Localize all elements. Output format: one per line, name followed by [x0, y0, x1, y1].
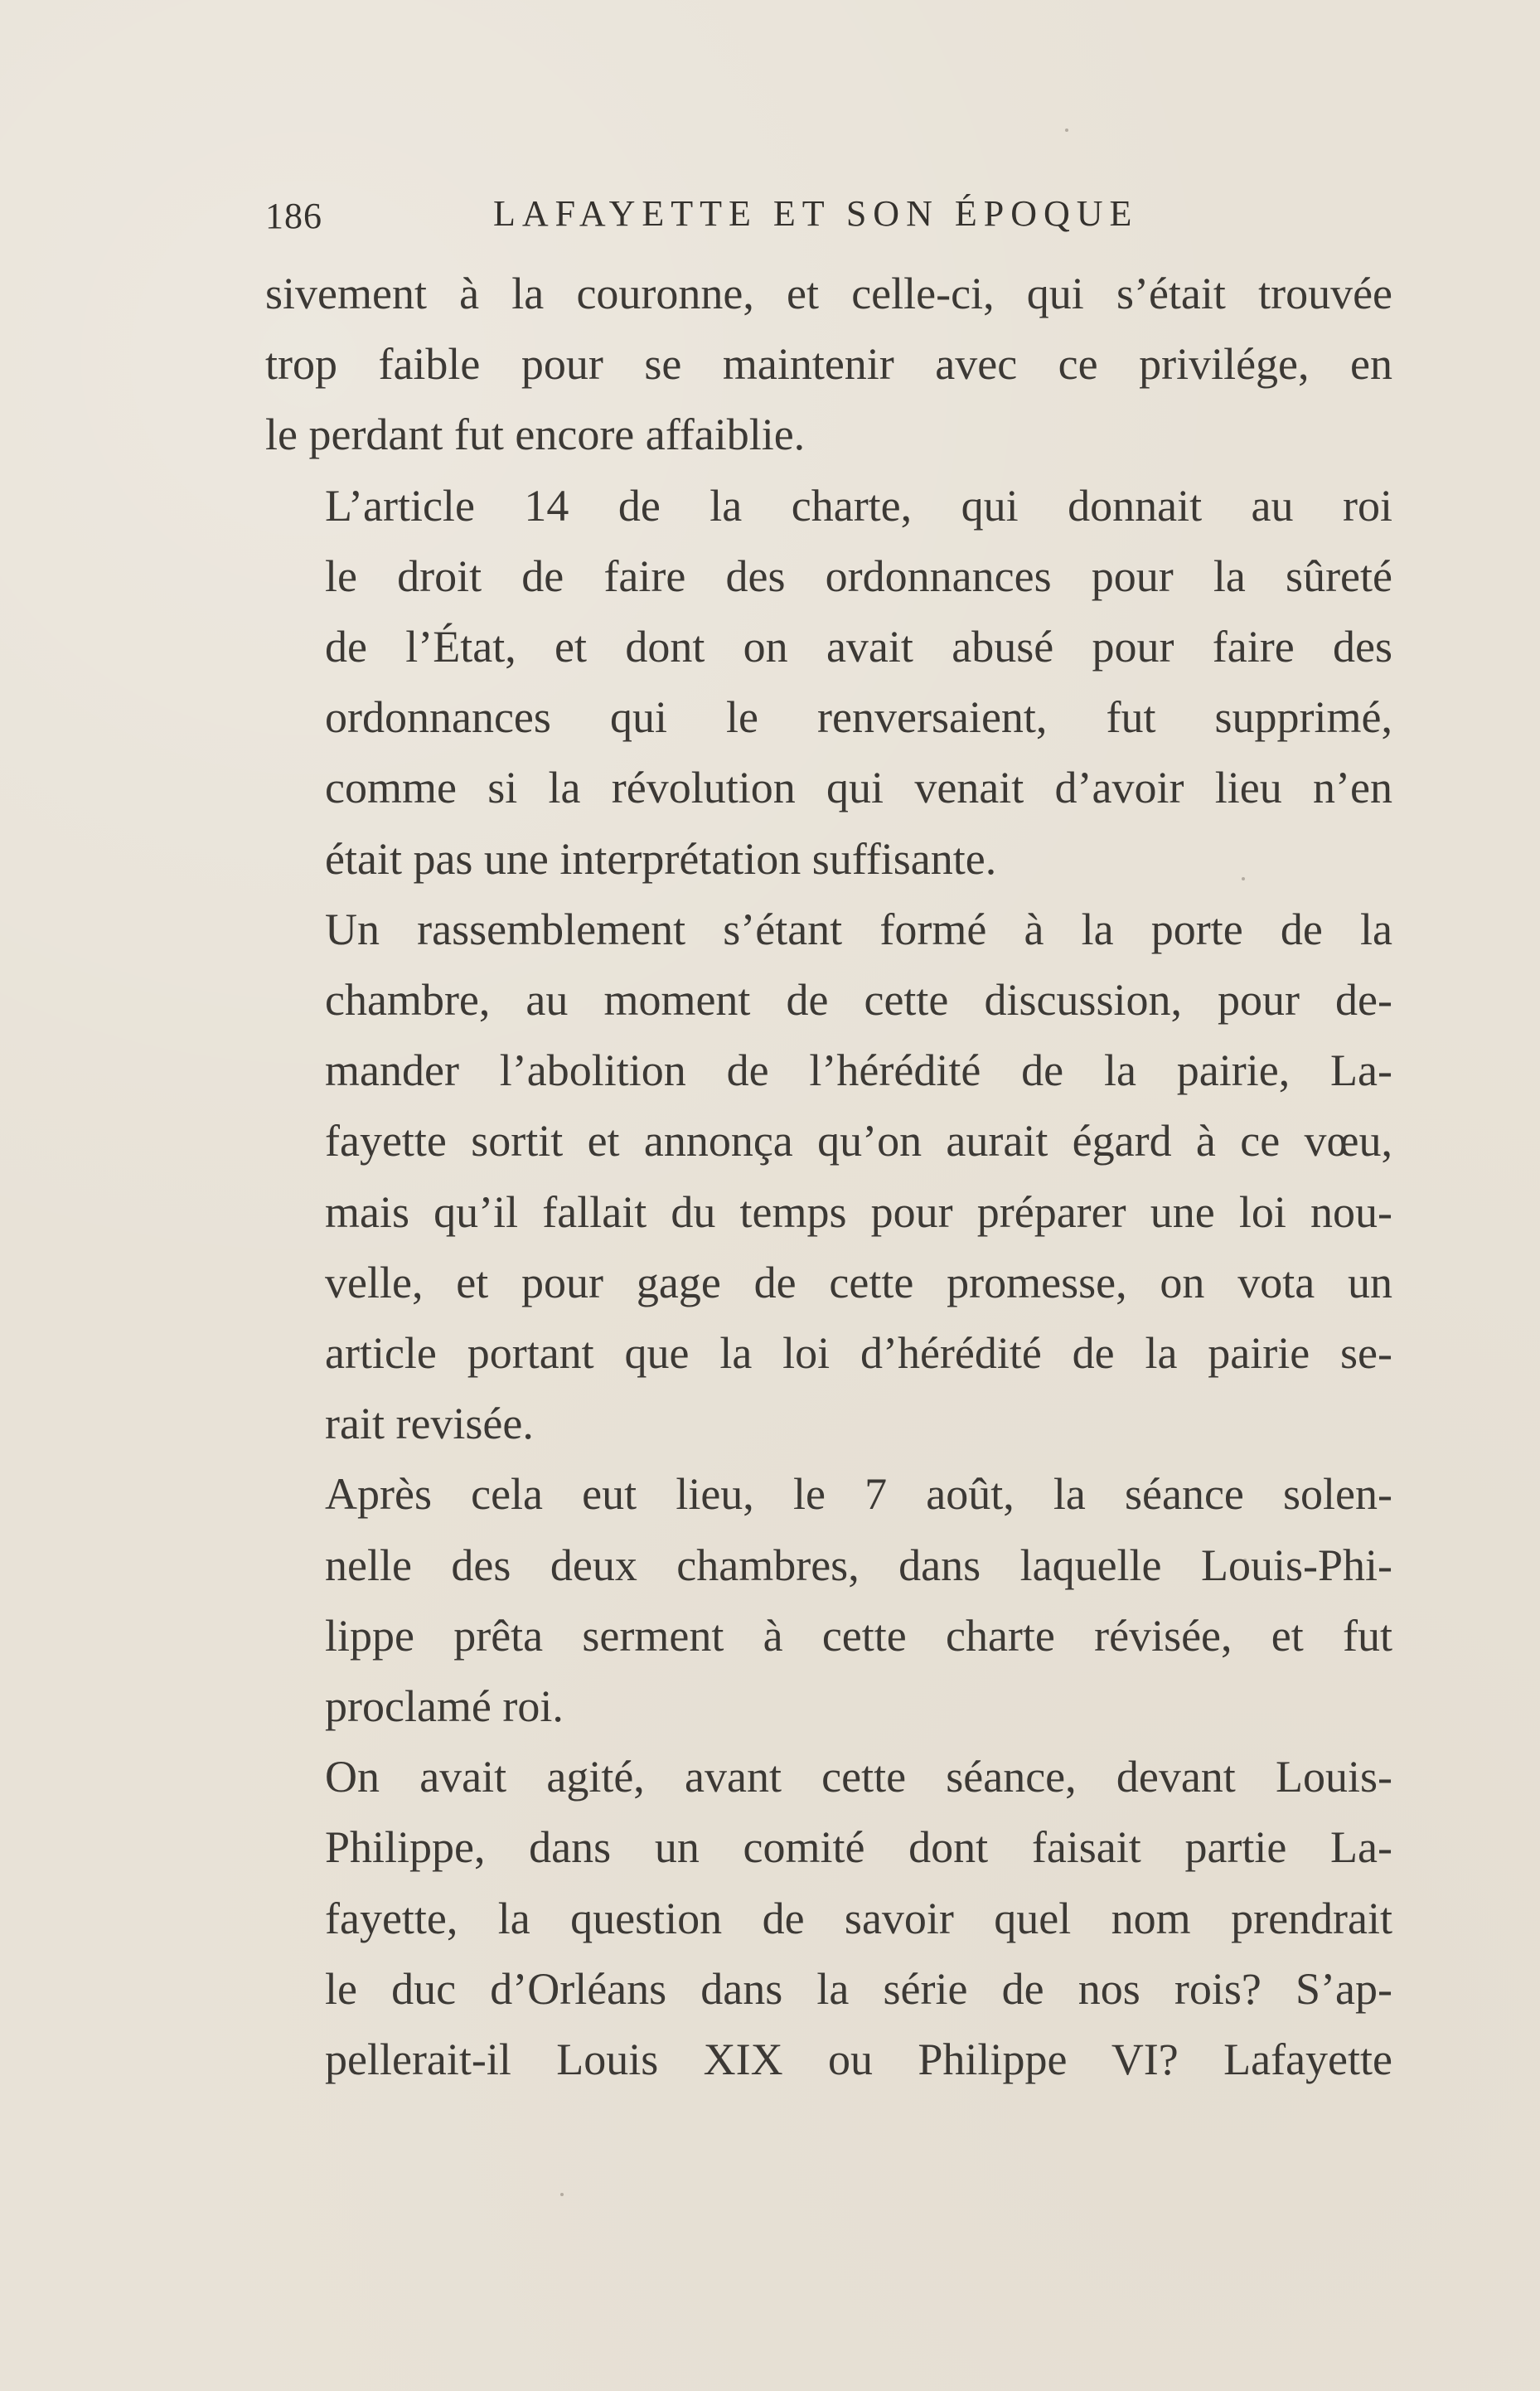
text-line: L’article 14 de la charte, qui donnait au roi: [325, 480, 1392, 531]
text-line: de l’État, et dont on avait abusé pour faire des: [325, 622, 1392, 672]
paragraph-1: [265, 259, 1392, 471]
text-line: était pas une interprétation suffisante.: [325, 833, 997, 884]
text-line: article portant que la loi d’hérédité de la pairie se-: [325, 1328, 1392, 1379]
text-line: mais qu’il fallait du temps pour préparer une loi nou-: [325, 1186, 1392, 1237]
page-header: [265, 184, 1392, 242]
text-line: Après cela eut lieu, le 7 août, la séance solen-: [325, 1469, 1392, 1520]
text-line: On avait agité, avant cette séance, devant Louis-: [325, 1752, 1392, 1802]
text-line: lippe prêta serment à cette charte révisée, et fut: [325, 1610, 1392, 1661]
text-line: trop faible pour se maintenir avec ce privilége, en: [265, 339, 1392, 390]
text-line: nelle des deux chambres, dans laquelle Louis-Phi-: [325, 1540, 1392, 1590]
paper-speck: [560, 2193, 564, 2196]
paper-speck: [1065, 129, 1068, 132]
text-line: fayette, la question de savoir quel nom prendrait: [325, 1893, 1392, 1943]
text-line: le perdant fut encore affaiblie.: [265, 410, 806, 460]
paper-speck: [1242, 877, 1245, 880]
running-title: LAFAYETTE ET SON ÉPOQUE: [493, 192, 1139, 234]
text-line: le duc d’Orléans dans la série de nos rois? S’ap-: [325, 1963, 1392, 2014]
text-line: ordonnances qui le renversaient, fut supprimé,: [325, 692, 1392, 743]
text-line: velle, et pour gage de cette promesse, on vota un: [325, 1257, 1392, 1307]
page-number: 186: [265, 195, 322, 236]
text-line: sivement à la couronne, et celle-ci, qui s’était trouvée: [265, 269, 1392, 318]
text-line: mander l’abolition de l’hérédité de la pairie, La-: [325, 1045, 1392, 1096]
text-line: comme si la révolution qui venait d’avoir lieu n’en: [325, 763, 1392, 813]
text-line: chambre, au moment de cette discussion, pour de-: [325, 975, 1392, 1026]
text-line: pellerait-il Louis XIX ou Philippe VI? Lafayette: [325, 2035, 1392, 2085]
text-line: le droit de faire des ordonnances pour la sûreté: [325, 550, 1392, 601]
text-line: Philippe, dans un comité dont faisait partie La-: [325, 1822, 1392, 1873]
text-line: Un rassemblement s’étant formé à la porte de la: [325, 904, 1392, 954]
paragraph-4: [265, 1459, 1392, 1742]
page-text: [265, 259, 1392, 2095]
text-line: rait revisée.: [325, 1399, 534, 1449]
text-line: fayette sortit et annonça qu’on aurait égard à ce vœu,: [325, 1116, 1392, 1166]
text-line: proclamé roi.: [325, 1681, 564, 1732]
paragraph-2: [265, 471, 1392, 895]
paper-speck: [1243, 1559, 1247, 1562]
paragraph-5: [265, 1742, 1392, 2095]
paragraph-3: [265, 895, 1392, 1460]
